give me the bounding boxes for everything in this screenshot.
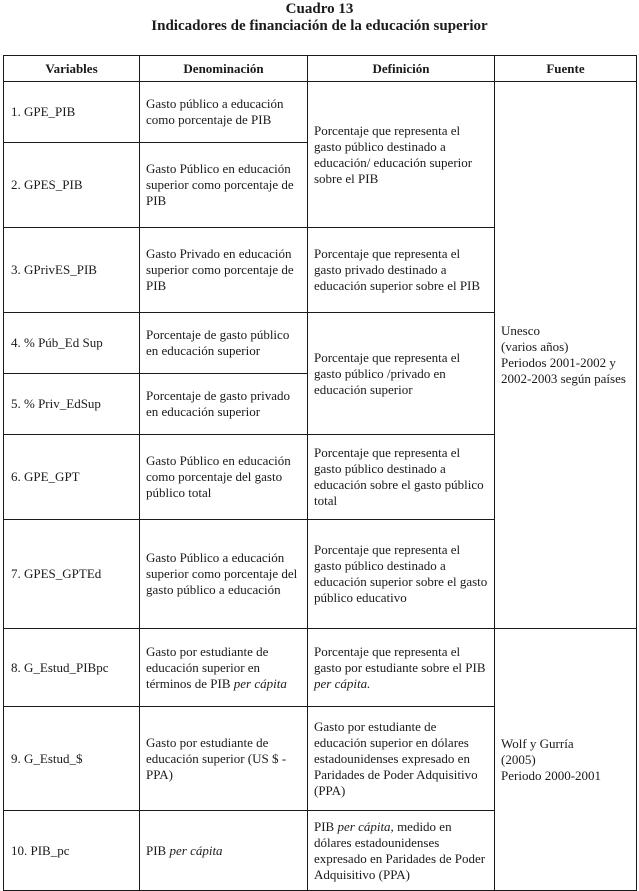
definicion-cell: Porcentaje que representa el gasto público destinado a educación sobre el gasto público total xyxy=(308,435,495,520)
denominacion-text: Gasto por estudiante de educación superior en términos de PIB xyxy=(146,643,269,691)
denominacion-italic: per cápita xyxy=(233,675,287,691)
definicion-italic: per cápita, xyxy=(337,818,394,834)
denominacion-cell: Porcentaje de gasto privado en educación superior xyxy=(140,374,308,435)
denominacion-cell: Gasto Público en educación como porcentaje del gasto público total xyxy=(140,435,308,520)
definicion-text: Porcentaje que representa el gasto por estudiante sobre el PIB xyxy=(314,643,486,675)
variable-cell: 5. % Priv_EdSup xyxy=(4,374,140,435)
variable-cell: 4. % Púb_Ed Sup xyxy=(4,313,140,374)
denominacion-cell: Gasto Privado en educación superior como porcentaje de PIB xyxy=(140,228,308,313)
variable-cell: 1. GPE_PIB xyxy=(4,82,140,143)
fuente-line: Wolf y Gurría xyxy=(501,735,574,751)
table-row xyxy=(4,629,637,707)
variable-cell: 2. GPES_PIB xyxy=(4,143,140,228)
denominacion-text: PIB xyxy=(146,842,167,858)
fuente-cell xyxy=(495,629,637,891)
definicion-italic: per cápita. xyxy=(314,675,371,691)
header-fuente: Fuente xyxy=(495,56,637,82)
header-definicion: Definición xyxy=(308,56,495,82)
header-variables: Variables xyxy=(4,56,140,82)
definicion-text: PIB xyxy=(314,818,335,834)
financing-indicators-table xyxy=(3,55,637,891)
definicion-cell: Porcentaje que representa el gasto privado destinado a educación superior sobre el PIB xyxy=(308,228,495,313)
denominacion-cell: Gasto por estudiante de educación superior (US $ -PPA) xyxy=(140,707,308,811)
denominacion-cell: Porcentaje de gasto público en educación superior xyxy=(140,313,308,374)
header-denominacion: Denominación xyxy=(140,56,308,82)
variable-cell: 9. G_Estud_$ xyxy=(4,707,140,811)
variable-cell: 3. GPrivES_PIB xyxy=(4,228,140,313)
variable-cell: 6. GPE_GPT xyxy=(4,435,140,520)
fuente-line: (varios años) xyxy=(501,339,569,354)
table-header-row xyxy=(4,56,637,82)
definicion-cell xyxy=(308,629,495,707)
fuente-line: (2005) xyxy=(501,751,536,767)
definicion-cell: Gasto por estudiante de educación superior en dólares estadounidenses expresado en Paridades de Poder Adquisitivo (PPA) xyxy=(308,707,495,811)
denominacion-cell xyxy=(140,811,308,891)
variable-cell: 10. PIB_pc xyxy=(4,811,140,891)
denominacion-cell: Gasto público a educación como porcentaje de PIB xyxy=(140,82,308,143)
definicion-cell: Porcentaje que representa el gasto público destinado a educación/ educación superior sobre el PIB xyxy=(308,82,495,228)
denominacion-cell: Gasto Público a educación superior como porcentaje del gasto público a educación xyxy=(140,520,308,629)
fuente-line: Unesco xyxy=(501,323,540,338)
denominacion-cell: Gasto Público en educación superior como porcentaje de PIB xyxy=(140,143,308,228)
fuente-cell xyxy=(495,82,637,629)
table-title: Indicadores de financiación de la educación superior xyxy=(151,18,488,34)
fuente-line: Periodo 2000-2001 xyxy=(501,767,602,783)
definicion-text: medido en dólares estadounidenses expresado en Paridades de Poder Adquisitivo (PPA) xyxy=(314,818,486,882)
table-label: Cuadro 13 xyxy=(285,1,354,17)
definicion-cell: Porcentaje que representa el gasto público destinado a educación superior sobre el gasto público educativo xyxy=(308,520,495,629)
denominacion-cell xyxy=(140,629,308,707)
variable-cell: 7. GPES_GPTEd xyxy=(4,520,140,629)
denominacion-italic: per cápita xyxy=(169,842,223,858)
fuente-line: Periodos 2001-2002 y 2002-2003 según países xyxy=(501,355,626,386)
definicion-cell: Porcentaje que representa el gasto público /privado en educación superior xyxy=(308,313,495,435)
variable-cell: 8. G_Estud_PIBpc xyxy=(4,629,140,707)
definicion-cell xyxy=(308,811,495,891)
table-row xyxy=(4,82,637,143)
